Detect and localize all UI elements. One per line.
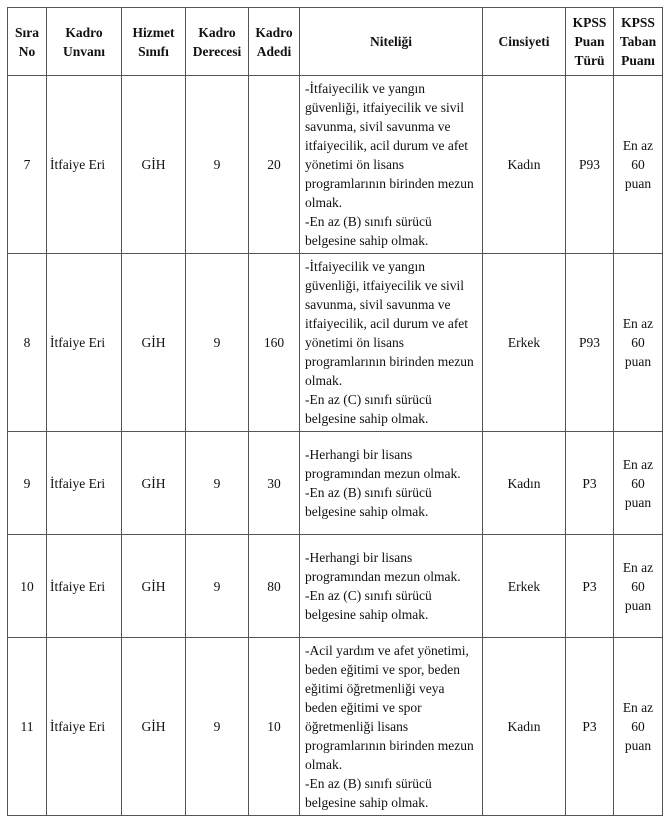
header-kadro-derecesi: Kadro Derecesi <box>186 8 249 76</box>
cell-kpss-taban-puani: En az 60 puan <box>614 535 663 638</box>
cell-cinsiyeti: Erkek <box>483 254 566 432</box>
cell-kadro-derecesi: 9 <box>186 432 249 535</box>
header-cinsiyeti: Cinsiyeti <box>483 8 566 76</box>
cell-kadro-unvani: İtfaiye Eri <box>47 638 122 816</box>
cell-kadro-unvani: İtfaiye Eri <box>47 254 122 432</box>
table-row <box>8 432 663 535</box>
cell-kpss-puan-turu: P3 <box>566 535 614 638</box>
cell-kpss-taban-puani: En az 60 puan <box>614 254 663 432</box>
cell-sira-no: 11 <box>8 638 47 816</box>
cell-hizmet-sinifi: GİH <box>122 254 186 432</box>
cell-niteligi: -Herhangi bir lisans programından mezun olmak. -En az (B) sınıfı sürücü belgesine sahip olmak. <box>300 432 483 535</box>
header-kadro-unvani: Kadro Unvanı <box>47 8 122 76</box>
cell-cinsiyeti: Kadın <box>483 638 566 816</box>
header-hizmet-sinifi: Hizmet Sınıfı <box>122 8 186 76</box>
header-row <box>8 8 663 76</box>
cell-cinsiyeti: Erkek <box>483 535 566 638</box>
kadro-table <box>7 7 663 816</box>
cell-sira-no: 8 <box>8 254 47 432</box>
cell-kpss-taban-puani: En az 60 puan <box>614 76 663 254</box>
cell-kadro-unvani: İtfaiye Eri <box>47 432 122 535</box>
cell-hizmet-sinifi: GİH <box>122 432 186 535</box>
header-sira-no: Sıra No <box>8 8 47 76</box>
table-row <box>8 254 663 432</box>
table-row <box>8 76 663 254</box>
cell-niteligi: -İtfaiyecilik ve yangın güvenliği, itfaiyecilik ve sivil savunma, sivil savunma ve itfaiyecilik, acil durum ve afet yönetimi ön lisans programlarının birinden mezun olmak. -En az (C) sınıfı sürücü belgesine sahip olmak. <box>300 254 483 432</box>
cell-kpss-puan-turu: P3 <box>566 432 614 535</box>
cell-cinsiyeti: Kadın <box>483 76 566 254</box>
header-kadro-adedi: Kadro Adedi <box>249 8 300 76</box>
cell-kpss-taban-puani: En az 60 puan <box>614 638 663 816</box>
cell-kadro-adedi: 20 <box>249 76 300 254</box>
cell-kpss-puan-turu: P3 <box>566 638 614 816</box>
cell-kadro-derecesi: 9 <box>186 535 249 638</box>
cell-sira-no: 7 <box>8 76 47 254</box>
cell-niteligi: -İtfaiyecilik ve yangın güvenliği, itfaiyecilik ve sivil savunma, sivil savunma ve itfaiyecilik, acil durum ve afet yönetimi ön lisans programlarının birinden mezun olmak. -En az (B) sınıfı sürücü belgesine sahip olmak. <box>300 76 483 254</box>
cell-kadro-derecesi: 9 <box>186 254 249 432</box>
cell-niteligi: -Herhangi bir lisans programından mezun olmak. -En az (C) sınıfı sürücü belgesine sahip olmak. <box>300 535 483 638</box>
table-row <box>8 638 663 816</box>
cell-niteligi: -Acil yardım ve afet yönetimi, beden eğitimi ve spor, beden eğitimi öğretmenliği veya beden eğitimi ve spor öğretmenliği lisans programlarının birinden mezun olmak. -En az (B) sınıfı sürücü belgesine sahip olmak. <box>300 638 483 816</box>
cell-kadro-unvani: İtfaiye Eri <box>47 535 122 638</box>
header-kpss-puan-turu: KPSS Puan Türü <box>566 8 614 76</box>
cell-kadro-unvani: İtfaiye Eri <box>47 76 122 254</box>
cell-kpss-puan-turu: P93 <box>566 76 614 254</box>
cell-kpss-taban-puani: En az 60 puan <box>614 432 663 535</box>
cell-sira-no: 9 <box>8 432 47 535</box>
cell-hizmet-sinifi: GİH <box>122 535 186 638</box>
cell-sira-no: 10 <box>8 535 47 638</box>
cell-kpss-puan-turu: P93 <box>566 254 614 432</box>
cell-hizmet-sinifi: GİH <box>122 638 186 816</box>
table-row <box>8 535 663 638</box>
cell-kadro-adedi: 160 <box>249 254 300 432</box>
cell-cinsiyeti: Kadın <box>483 432 566 535</box>
cell-kadro-derecesi: 9 <box>186 638 249 816</box>
cell-hizmet-sinifi: GİH <box>122 76 186 254</box>
header-kpss-taban-puani: KPSS Taban Puanı <box>614 8 663 76</box>
cell-kadro-adedi: 30 <box>249 432 300 535</box>
cell-kadro-adedi: 10 <box>249 638 300 816</box>
cell-kadro-adedi: 80 <box>249 535 300 638</box>
cell-kadro-derecesi: 9 <box>186 76 249 254</box>
header-niteligi: Niteliği <box>300 8 483 76</box>
